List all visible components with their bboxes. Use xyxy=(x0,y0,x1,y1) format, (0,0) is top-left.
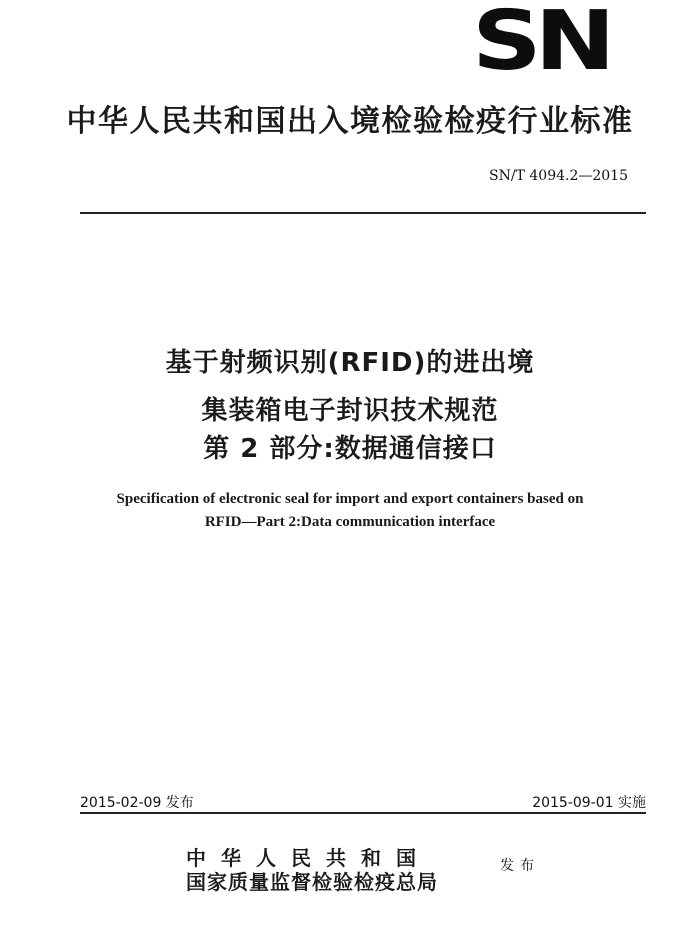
standard-code: SN/T 4094.2—2015 xyxy=(489,168,628,184)
publisher-line-1: 中华人民共和国 xyxy=(186,846,431,870)
standard-category: 中华人民共和国出入境检验检疫行业标准 xyxy=(66,104,634,139)
title-en-line-2: RFID—Part 2:Data communication interface xyxy=(204,514,496,530)
top-divider xyxy=(80,212,646,214)
title-cn-line-2: 集装箱电子封识技术规范 xyxy=(201,396,499,426)
title-cn-line-1: 基于射频识别(RFID)的进出境 xyxy=(165,348,535,378)
bottom-divider xyxy=(80,812,646,814)
sn-logo: SN xyxy=(472,0,609,89)
implementation-date: 2015-09-01 实施 xyxy=(532,795,646,811)
issue-date: 2015-02-09 发布 xyxy=(80,795,194,811)
publisher-line-2: 国家质量监督检验检疫总局 xyxy=(186,870,438,894)
title-cn-line-3: 第 2 部分:数据通信接口 xyxy=(203,434,497,464)
title-en-line-1: Specification of electronic seal for import and export containers based on xyxy=(116,491,584,507)
publish-label: 发布 xyxy=(500,858,540,874)
